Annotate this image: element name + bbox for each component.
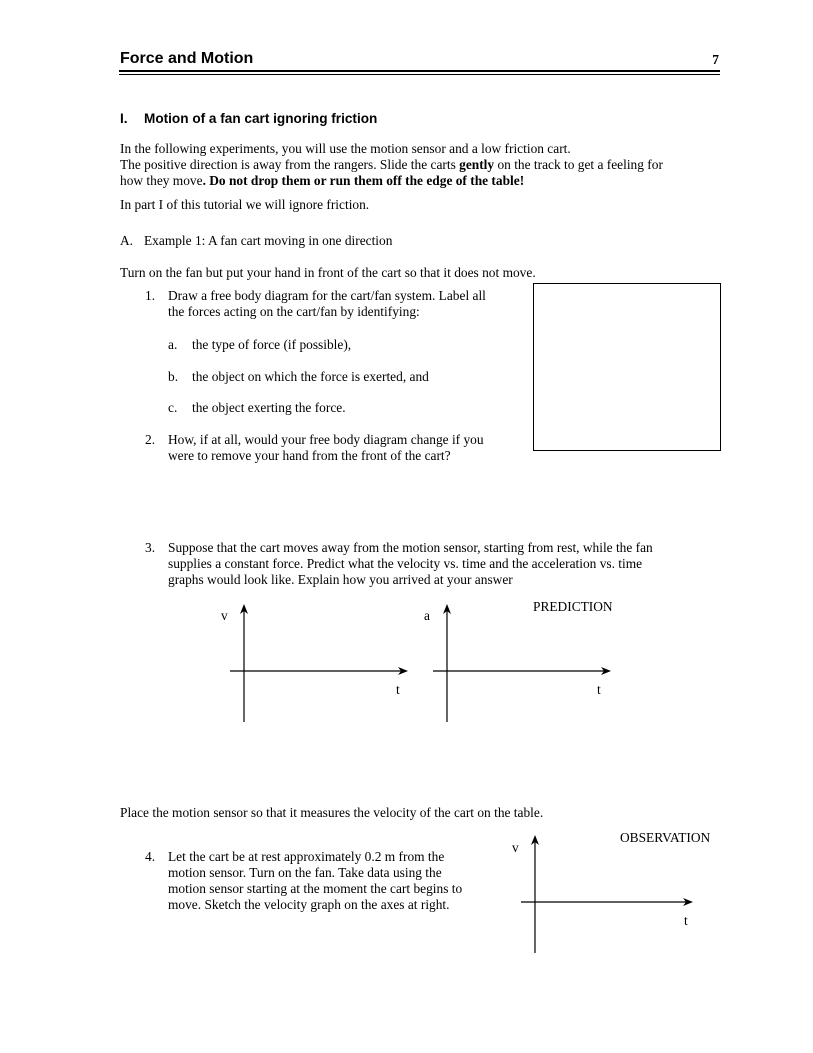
observation-axes [517,833,702,955]
velocity-axes [226,602,411,724]
intro-line-2 [120,157,730,173]
section-title: Motion of a fan cart ignoring friction [144,111,378,126]
warning-text: . Do not drop them or run them off the edge of the table! [202,173,525,188]
intro-note: In part I of this tutorial we will ignore friction. [120,197,370,212]
question-number: 4. [145,849,156,864]
header-rule-thin [119,74,720,75]
emphasis-gently: gently [459,157,495,172]
subsection-label: A. [120,233,134,248]
x-axis-label: t [597,682,601,697]
sub-item-letter: b. [168,369,179,384]
x-axis-label: t [396,682,400,697]
subsection-title: Example 1: A fan cart moving in one direction [144,233,393,248]
question-text: Suppose that the cart moves away from the motion sensor, starting from rest, while the fan [168,540,653,555]
intro-line-3 [120,173,730,189]
page-header-title: Force and Motion [120,50,254,67]
question-number: 3. [145,540,156,555]
question-number: 2. [145,432,156,447]
sub-item-text: the object on which the force is exerted, and [192,369,429,384]
question-text: move. Sketch the velocity graph on the axes at right. [168,897,450,912]
intro-text: The positive direction is away from the rangers. Slide the carts [120,157,460,172]
y-axis-label: v [512,840,519,855]
y-axis-label: v [221,608,228,623]
header-rule-thick [119,70,720,72]
observation-label: OBSERVATION [620,830,711,845]
acceleration-axes [429,602,614,724]
intro-line-1: In the following experiments, you will use the motion sensor and a low friction cart. [120,141,571,156]
intro-text: on the track to get a feeling for [494,157,663,172]
question-text: How, if at all, would your free body diagram change if you [168,432,484,447]
sub-item-letter: c. [168,400,178,415]
instruction-hand: Turn on the fan but put your hand in front of the cart so that it does not move. [120,265,536,280]
section-heading [120,111,377,126]
intro-text: how they move [120,173,203,188]
prediction-label: PREDICTION [533,599,613,614]
sub-item-text: the type of force (if possible), [192,337,352,352]
x-axis-label: t [684,913,688,928]
free-body-diagram-box[interactable] [533,283,721,451]
section-number: I. [120,111,128,126]
question-text: Let the cart be at rest approximately 0.2 m from the [168,849,445,864]
question-text: graphs would look like. Explain how you arrived at your answer [168,572,513,587]
instruction-sensor: Place the motion sensor so that it measures the velocity of the cart on the table. [120,805,544,820]
sub-item-text: the object exerting the force. [192,400,346,415]
question-text: motion sensor starting at the moment the cart begins to [168,881,463,896]
question-text: motion sensor. Turn on the fan. Take data using the [168,865,442,880]
question-text: supplies a constant force. Predict what the velocity vs. time and the acceleration vs. time [168,556,643,571]
page-number: 7 [712,52,719,67]
y-axis-label: a [424,608,430,623]
question-number: 1. [145,288,156,303]
question-text: were to remove your hand from the front of the cart? [168,448,451,463]
question-text: Draw a free body diagram for the cart/fan system. Label all [168,288,486,303]
subsection-heading [120,233,392,249]
sub-item-letter: a. [168,337,178,352]
question-text: the forces acting on the cart/fan by identifying: [168,304,420,319]
